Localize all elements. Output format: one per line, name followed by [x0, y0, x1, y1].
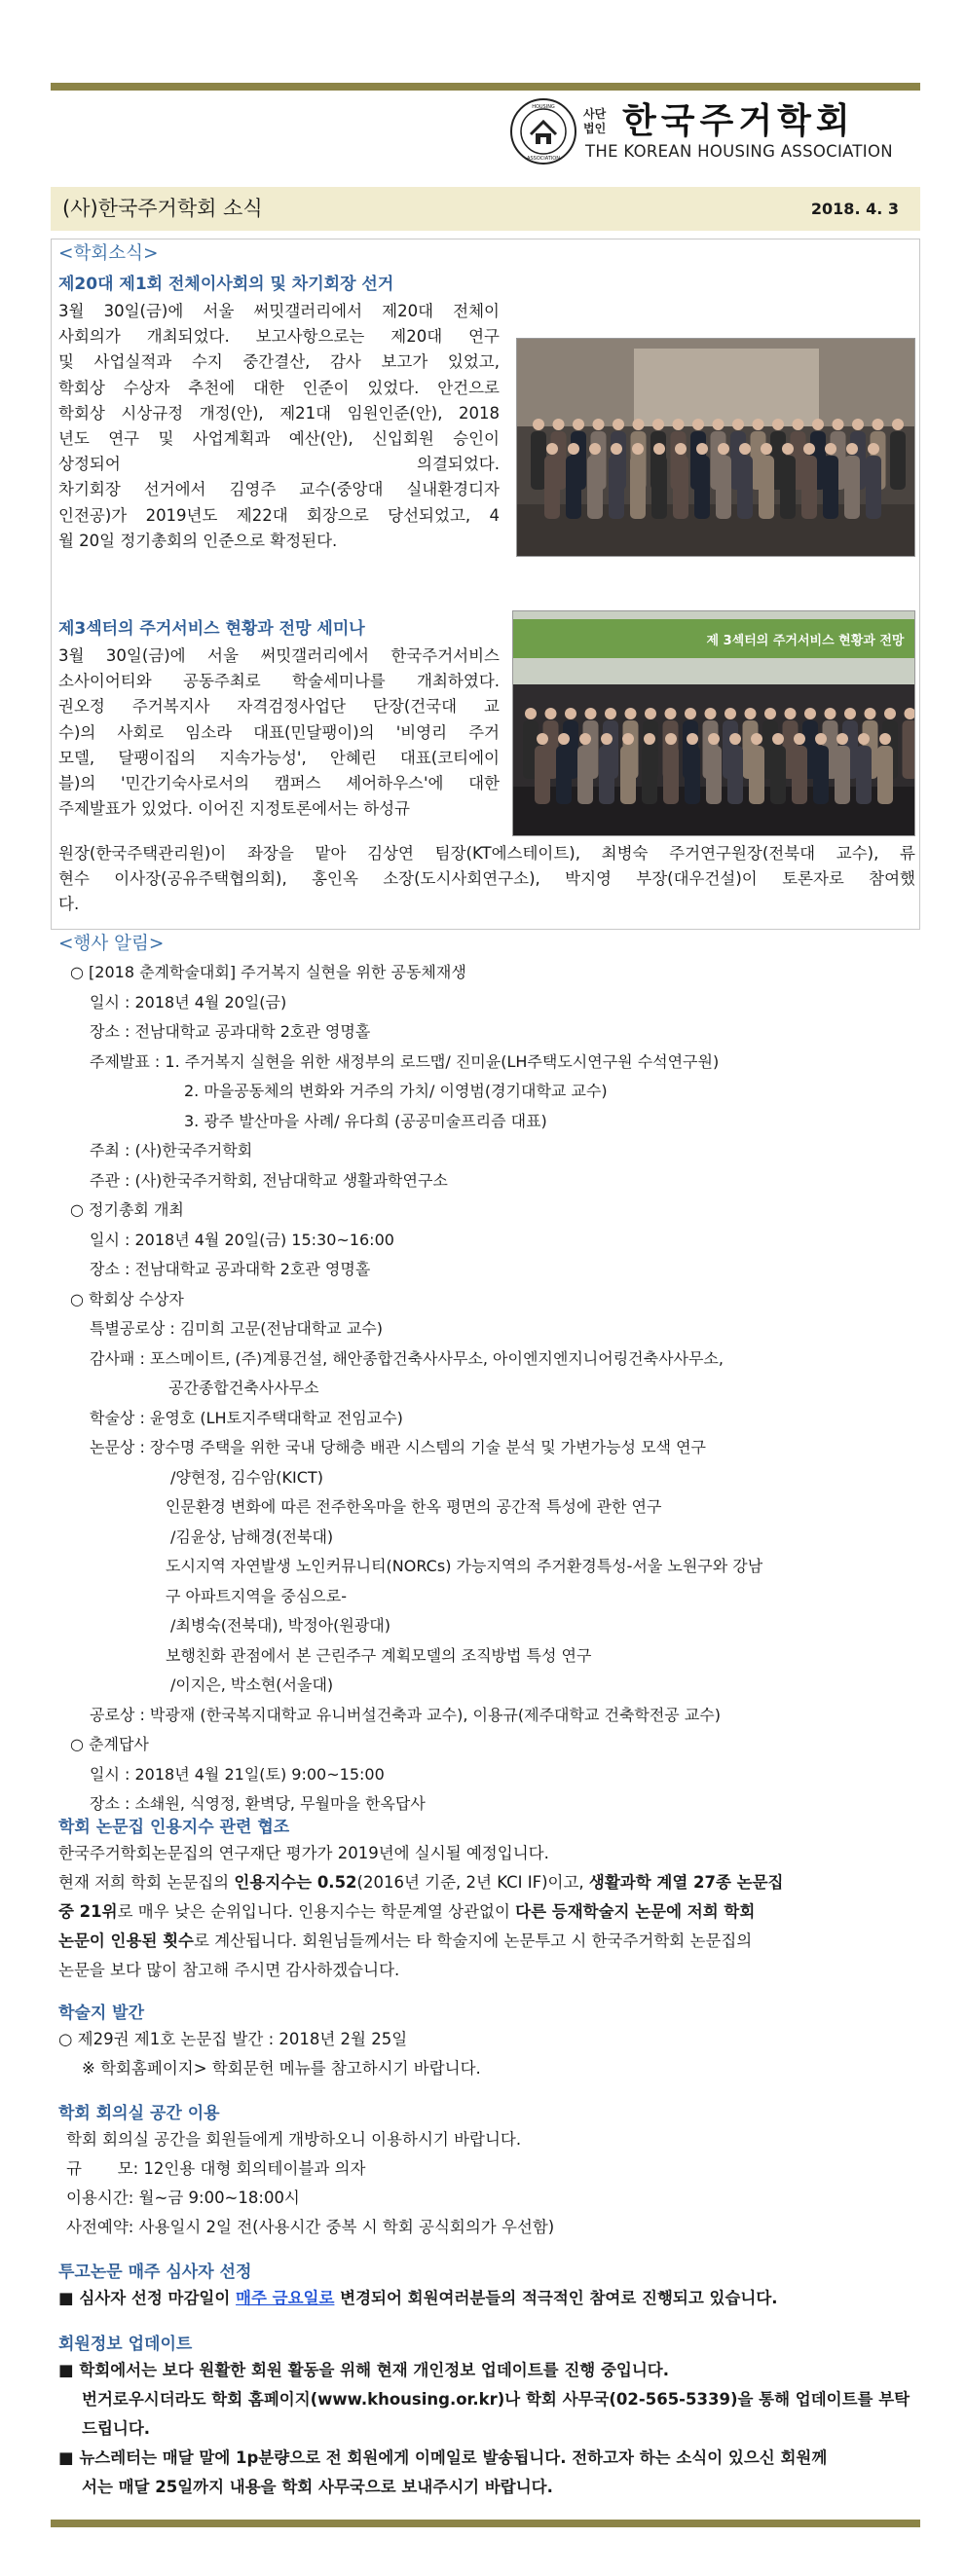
svg-text:ASSOCIATION: ASSOCIATION	[527, 156, 560, 162]
svg-text:HOUSING: HOUSING	[532, 104, 555, 110]
citation-line-1: 한국주거학회논문집의 연구재단 평가가 2019년에 실시될 예정입니다.	[58, 1844, 549, 1862]
journal-heading: 학술지 발간	[58, 2004, 145, 2023]
text-line: 권오정 주거복지사 자격검정사업단 단장(건국대 교	[58, 697, 500, 717]
newsletter-title: (사)한국주거학회 소식	[62, 197, 263, 220]
event-line: 일시 : 2018년 4월 21일(토) 9:00~15:00	[90, 1764, 385, 1784]
text-line: 인전공)가 2019년도 제22대 회장으로 당선되었고, 4	[58, 505, 500, 525]
friday-deadline-link[interactable]: 매주 금요일로	[236, 2289, 335, 2307]
event-line: 인문환경 변화에 따른 전주한옥마을 한옥 평면의 공간적 특성에 관한 연구	[166, 1497, 662, 1516]
member-line-2: 번거로우시더라도 학회 홈페이지(www.khousing.or.kr)나 학회 사무국(02-565-5339)을 통해 업데이트를 부탁	[82, 2390, 910, 2409]
text-line: 사회의가 개최되었다. 보고사항으로는 제20대 연구	[58, 327, 500, 347]
event-line: 구 아파트지역을 중심으로-	[166, 1586, 347, 1605]
text-line: 상정되어 의결되었다.	[58, 455, 500, 474]
text-line: 월 20일 정기총회의 인준으로 확정된다.	[58, 531, 338, 550]
citation-line-2: 현재 저희 학회 논문집의 인용지수는 0.52(2016년 기준, 2년 KCI IF)이고, 생활과학 계열 27종 논문집	[58, 1873, 784, 1892]
reviewer-heading: 투고논문 매주 심사자 선정	[58, 2263, 252, 2282]
top-rule	[51, 83, 920, 91]
event-line: 주관 : (사)한국주거학회, 전남대학교 생활과학연구소	[90, 1170, 448, 1190]
news-item2-heading: 제3섹터의 주거서비스 현황과 전망 세미나	[58, 619, 365, 639]
room-line-3: 이용시간: 월~금 9:00~18:00시	[66, 2189, 300, 2207]
event-line: 공로상 : 박광재 (한국복지대학교 유니버설건축과 교수), 이용규(제주대학교 건축학전공 교수)	[90, 1705, 722, 1724]
news-item2-body-continued	[58, 841, 915, 918]
citation-line-4: 논문이 인용된 횟수로 계산됩니다. 회원님들께서는 타 학술지에 논문투고 시 한국주거학회 논문집의	[58, 1932, 753, 1950]
bottom-rule	[51, 2520, 920, 2527]
event-line: 주제발표 : 1. 주거복지 실현을 위한 새정부의 로드맵/ 진미윤(LH주택도시연구원 수석연구원)	[90, 1051, 720, 1071]
event-line: 2. 마을공동체의 변화와 거주의 가치/ 이영범(경기대학교 교수)	[184, 1082, 608, 1100]
reviewer-line-1: ■ 심사자 선정 마감일이 매주 금요일로 변경되어 회원여러분들의 적극적인 참여로 진행되고 있습니다.	[58, 2289, 778, 2307]
room-line-4: 사전예약: 사용일시 2일 전(사용시간 중복 시 학회 공식회의가 우선함)	[66, 2218, 555, 2236]
org-name-english: THE KOREAN HOUSING ASSOCIATION	[585, 142, 893, 161]
citation-heading: 학회 논문집 인용지수 관련 협조	[58, 1818, 290, 1837]
text-line: 년도 연구 및 사업계획과 예산(안), 신입회원 승인이	[58, 429, 500, 449]
news-section-tag: <학회소식>	[58, 243, 159, 264]
newsletter-date: 2018. 4. 3	[810, 200, 899, 218]
text-line: 및 사업실적과 수지 중간결산, 감사 보고가 있었고,	[58, 352, 500, 372]
event-line: 특별공로상 : 김미희 고문(전남대학교 교수)	[90, 1319, 383, 1338]
svg-text:제 3섹터의 주거서비스 현황과 전망: 제 3섹터의 주거서비스 현황과 전망	[706, 634, 905, 648]
text-line: 현수 이사장(공유주택협의회), 홍인옥 소장(도시사회연구소), 박지영 부장(대우건설)이 토론자로 참여했	[58, 869, 915, 889]
text-line: 3월 30일(금)에 서울 써밋갤러리에서 한국주거서비스	[58, 646, 500, 665]
text-line: 차기회장 선거에서 김영주 교수(중앙대 실내환경디자	[58, 480, 500, 499]
member-heading: 회원정보 업데이트	[58, 2335, 193, 2354]
member-line-5: 서는 매달 25일까지 내용을 학회 사무국으로 보내주시기 바랍니다.	[82, 2478, 553, 2496]
board-meeting-photo	[516, 338, 915, 557]
room-line-2: 규 모: 12인용 대형 회의테이블과 의자	[66, 2159, 366, 2178]
text-line: 원장(한국주택관리원)이 좌장을 맡아 김상연 팀장(KT에스테이트), 최병숙 주거연구원장(전북대 교수), 류	[58, 844, 915, 863]
text-line: 다.	[58, 895, 80, 914]
text-line: 수)의 사회로 임소라 대표(민달팽이)의 '비영리 주거	[58, 722, 500, 742]
text-line: 블)의 '민간기숙사로서의 캠퍼스 셰어하우스'에 대한	[58, 774, 500, 793]
member-line-3: 드립니다.	[82, 2419, 151, 2438]
events-section-tag: <행사 알림>	[58, 934, 165, 954]
event-line: /김윤상, 남해경(전북대)	[170, 1527, 334, 1546]
newsletter-title-bar	[51, 187, 920, 231]
association-seal-icon	[509, 97, 577, 166]
event-line: 공간종합건축사사무소	[168, 1379, 319, 1397]
event-line: 장소 : 전남대학교 공과대학 2호관 영명홀	[90, 1022, 371, 1041]
citation-line-5: 논문을 보다 많이 참고해 주시면 감사하겠습니다.	[58, 1961, 400, 1979]
journal-line-1: ○ 제29권 제1호 논문집 발간 : 2018년 2월 25일	[58, 2030, 408, 2048]
event-line: ○ 춘계답사	[70, 1735, 149, 1753]
room-line-1: 학회 회의실 공간을 회원들에게 개방하오니 이용하시기 바랍니다.	[66, 2130, 522, 2149]
org-type-label: 사단 법인	[583, 107, 607, 135]
event-line: /이지은, 박소현(서울대)	[170, 1675, 334, 1694]
org-name-korean: 한국주거학회	[622, 100, 855, 141]
newsletter-header	[51, 95, 920, 173]
event-line: ○ 학회상 수상자	[70, 1289, 184, 1308]
room-heading: 학회 회의실 공간 이용	[58, 2104, 220, 2123]
event-line: ○ [2018 춘계학술대회] 주거복지 실현을 위한 공동체재생	[70, 963, 466, 981]
text-line: 학회상 시상규정 개정(안), 제21대 임원인준(안), 2018	[58, 403, 500, 423]
event-line: 학술상 : 윤영호 (LH토지주택대학교 전임교수)	[90, 1408, 403, 1427]
journal-line-2: ※ 학회홈페이지> 학회문헌 메뉴를 참고하시기 바랍니다.	[82, 2059, 481, 2078]
text-line: 주제발표가 있었다. 이어진 지정토론에서는 하성규	[58, 799, 410, 819]
member-line-1: ■ 학회에서는 보다 원활한 회원 활동을 위해 현재 개인정보 업데이트를 진행 중입니다.	[58, 2361, 669, 2379]
event-line: /최병숙(전북대), 박정아(원광대)	[170, 1616, 391, 1635]
event-line: 감사패 : 포스메이트, (주)계룡건설, 해안종합건축사사무소, 아이엔지엔지니어링건축사사무소,	[90, 1348, 724, 1368]
seminar-photo	[512, 610, 915, 836]
event-line: 장소 : 소쇄원, 식영정, 환벽당, 무월마을 한옥답사	[90, 1794, 426, 1813]
association-logo	[509, 97, 899, 169]
news-item2-body	[58, 644, 500, 822]
text-line: 소사이어티와 공동주최로 학술세미나를 개최하였다.	[58, 672, 500, 691]
text-line: 3월 30일(금)에 서울 써밋갤러리에서 제20대 전체이	[58, 302, 500, 320]
citation-line-3: 중 21위로 매우 낮은 순위입니다. 인용지수는 학문계열 상관없이 다른 등재학술지 논문에 저희 학회	[58, 1902, 756, 1921]
event-line: 장소 : 전남대학교 공과대학 2호관 영명홀	[90, 1260, 371, 1278]
news-item1-body	[58, 299, 500, 554]
event-line: /양현정, 김수암(KICT)	[170, 1467, 323, 1487]
event-line: 3. 광주 발산마을 사례/ 유다희 (공공미술프리즘 대표)	[184, 1111, 547, 1130]
event-line: ○ 정기총회 개최	[70, 1200, 184, 1219]
event-line: 도시지역 자연발생 노인커뮤니티(NORCs) 가능지역의 주거환경특성-서울 노원구와 강남	[166, 1557, 763, 1575]
event-line: 일시 : 2018년 4월 20일(금)	[90, 992, 287, 1012]
event-line: 보행친화 관점에서 본 근린주구 계획모델의 조직방법 특성 연구	[166, 1645, 592, 1665]
event-line: 주최 : (사)한국주거학회	[90, 1141, 253, 1159]
member-line-4: ■ 뉴스레터는 매달 말에 1p분량으로 전 회원에게 이메일로 발송됩니다. 전하고자 하는 소식이 있으신 회원께	[58, 2448, 828, 2467]
text-line: 모델, 달팽이집의 지속가능성', 안혜린 대표(코티에이	[58, 748, 500, 767]
event-line: 논문상 : 장수명 주택을 위한 국내 당해층 배관 시스템의 기술 분석 및 가변가능성 모색 연구	[90, 1438, 707, 1456]
news-item1-heading: 제20대 제1회 전체이사회의 및 차기회장 선거	[58, 275, 394, 294]
event-line: 일시 : 2018년 4월 20일(금) 15:30~16:00	[90, 1230, 394, 1249]
text-line: 학회상 수상자 추천에 대한 인준이 있었다. 안건으로	[58, 378, 500, 397]
